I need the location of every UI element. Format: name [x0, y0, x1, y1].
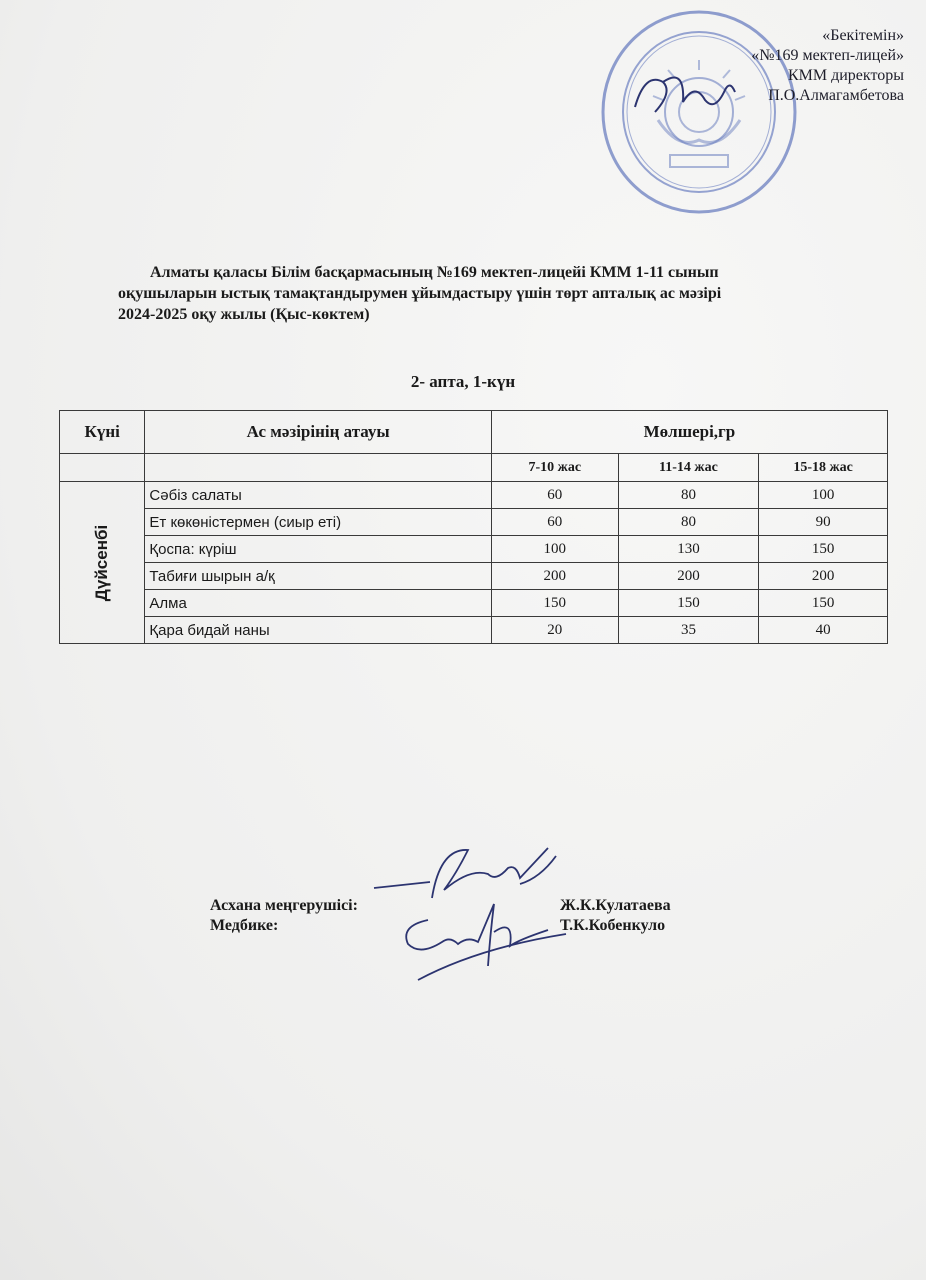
day-cell [60, 482, 145, 644]
nurse-signature-row [210, 916, 710, 936]
table-row [60, 590, 888, 617]
header-day: Күні [60, 411, 145, 454]
table-row [60, 536, 888, 563]
amount-15-18: 100 [759, 482, 888, 509]
amount-7-10: 20 [491, 617, 618, 644]
table-row [60, 509, 888, 536]
amount-15-18: 150 [759, 536, 888, 563]
week-day-subtitle: 2- апта, 1-күн [410, 372, 516, 391]
director-signature [625, 62, 745, 122]
approval-line-position: КММ директоры [787, 67, 904, 84]
dish-name: Ет көкөністермен (сиыр еті) [145, 509, 491, 536]
empty-cell [145, 454, 491, 482]
table-row [60, 617, 888, 644]
dish-name: Табиғи шырын а/қ [145, 563, 491, 590]
amount-7-10: 60 [491, 482, 618, 509]
amount-11-14: 200 [618, 563, 759, 590]
dish-name: Алма [145, 590, 491, 617]
amount-11-14: 150 [618, 590, 759, 617]
amount-11-14: 35 [618, 617, 759, 644]
age-11-14: 11-14 жас [618, 454, 759, 482]
amount-7-10: 100 [491, 536, 618, 563]
table-row [60, 482, 888, 509]
day-label: Дүйсенбі [92, 524, 112, 601]
age-15-18: 15-18 жас [759, 454, 888, 482]
title-line-3: 2024-2025 оқу жылы (Қыс-көктем) [118, 306, 370, 323]
header-row [60, 411, 888, 454]
dish-name: Сәбіз салаты [145, 482, 491, 509]
nurse-role: Медбике: [210, 917, 279, 934]
header-amount: Мөлшері,гр [491, 411, 887, 454]
approval-line-director: П.О.Алмагамбетова [768, 87, 904, 104]
table-row [60, 563, 888, 590]
amount-7-10: 200 [491, 563, 618, 590]
dish-name: Қоспа: күріш [145, 536, 491, 563]
nurse-name: Т.К.Кобенкуло [560, 917, 666, 934]
signature-block [210, 896, 710, 936]
amount-7-10: 150 [491, 590, 618, 617]
empty-cell [60, 454, 145, 482]
cook-name: Ж.К.Кулатаева [560, 897, 671, 914]
amount-11-14: 80 [618, 482, 759, 509]
cook-signature-row [210, 896, 710, 916]
menu-table [59, 410, 888, 644]
amount-11-14: 80 [618, 509, 759, 536]
amount-7-10: 60 [491, 509, 618, 536]
amount-11-14: 130 [618, 536, 759, 563]
amount-15-18: 40 [759, 617, 888, 644]
header-dish-name: Ас мәзірінің атауы [145, 411, 491, 454]
amount-15-18: 90 [759, 509, 888, 536]
age-7-10: 7-10 жас [491, 454, 618, 482]
approval-line-school: «№169 мектеп-лицей» [751, 47, 904, 64]
dish-name: Қара бидай наны [145, 617, 491, 644]
cook-role: Асхана меңгерушісі: [210, 897, 358, 914]
title-line-1: Алматы қаласы Білім басқармасының №169 мектеп-лицейі КММ 1-11 сынып [150, 264, 719, 281]
title-line-2: оқушыларын ыстық тамақтандырумен ұйымдастыру үшін төрт апталық ас мәзірі [118, 285, 722, 302]
age-header-row [60, 454, 888, 482]
approval-line-approve: «Бекітемін» [822, 27, 904, 44]
amount-15-18: 200 [759, 563, 888, 590]
approval-block [751, 26, 904, 106]
amount-15-18: 150 [759, 590, 888, 617]
document-title [118, 262, 908, 325]
